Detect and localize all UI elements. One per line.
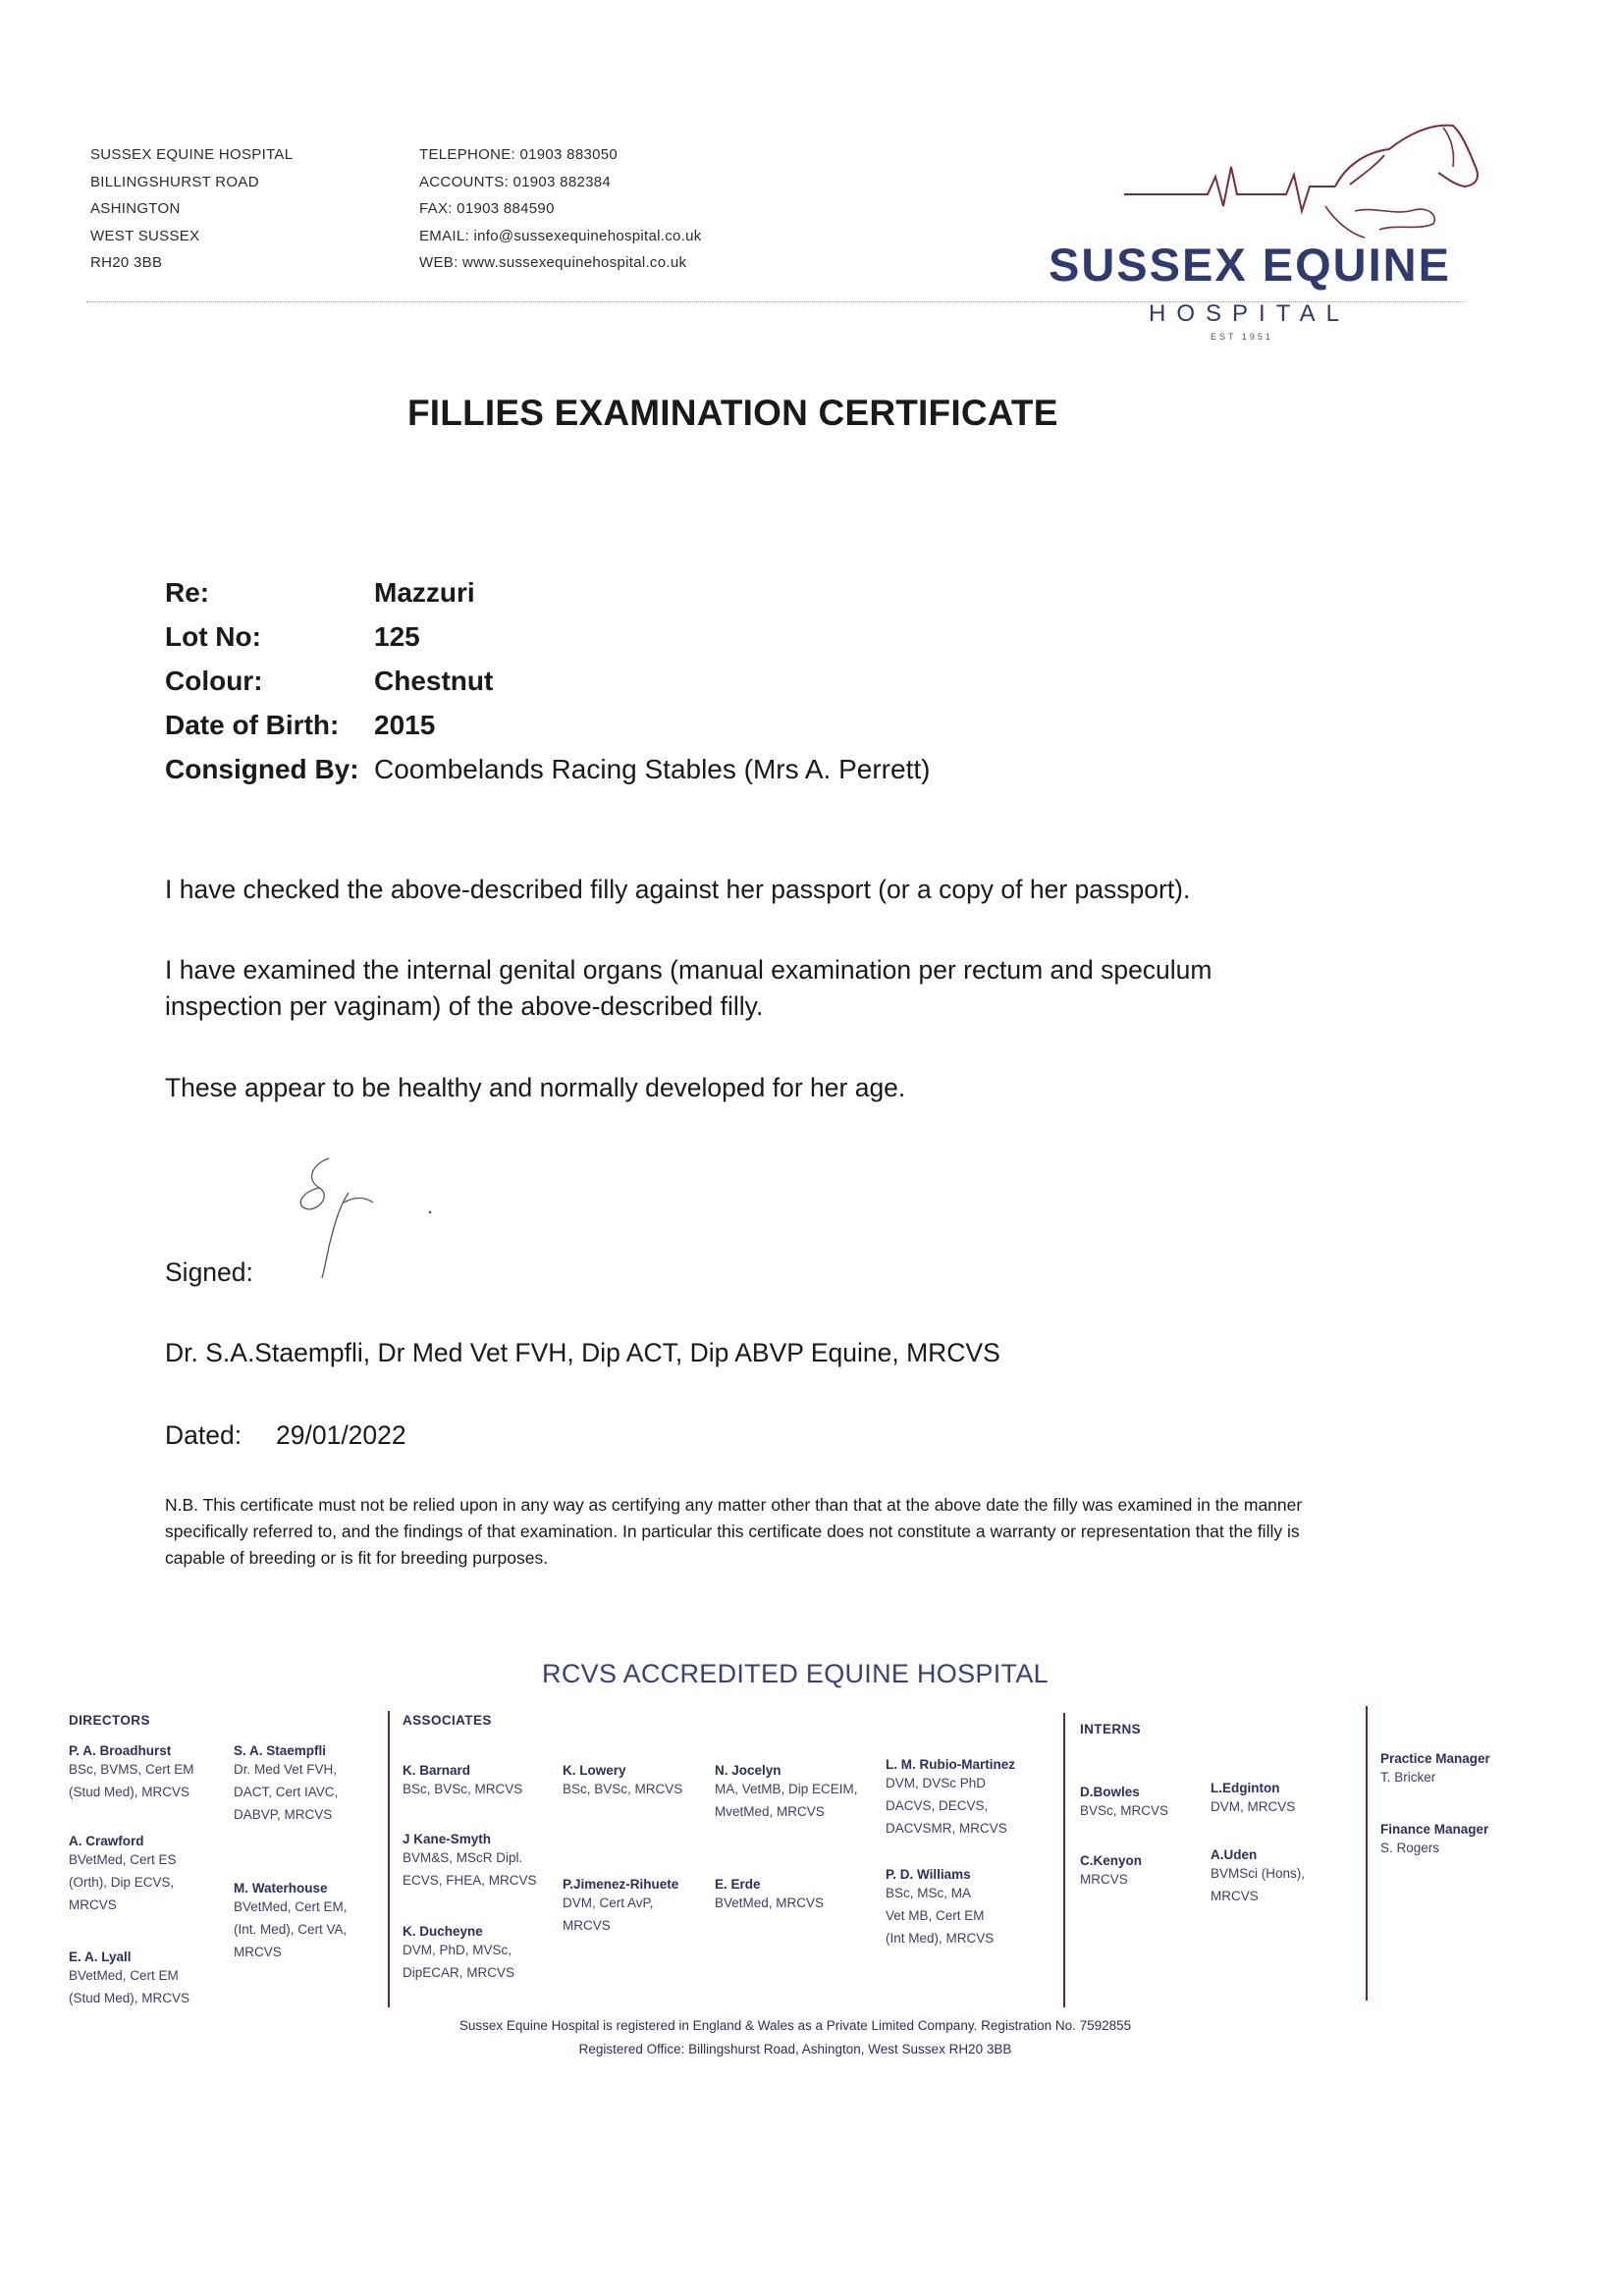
document-title: FILLIES EXAMINATION CERTIFICATE bbox=[407, 393, 1058, 433]
accounts-line: ACCOUNTS: 01903 882384 bbox=[419, 173, 612, 190]
directors-heading: DIRECTORS bbox=[69, 1713, 150, 1728]
field-label-consigned: Consigned By: bbox=[165, 754, 359, 784]
email-line: EMAIL: info@sussexequinehospital.co.uk bbox=[419, 227, 702, 244]
dated-label: Dated: bbox=[165, 1420, 242, 1450]
staff-entry: N. Jocelyn MA, VetMB, Dip ECEIM, MvetMed, MRCVS bbox=[715, 1763, 858, 1819]
hospital-address bbox=[90, 141, 293, 277]
logo-established: EST 1951 bbox=[1211, 332, 1273, 342]
divider-interns-managers bbox=[1366, 1706, 1368, 2001]
field-value-colour: Chestnut bbox=[374, 666, 494, 696]
staff-entry: K. Lowery BSc, BVSc, MRCVS bbox=[563, 1763, 683, 1796]
telephone-line: TELEPHONE: 01903 883050 bbox=[419, 146, 619, 163]
divider-directors-associates bbox=[388, 1711, 390, 2007]
paragraph-findings: These appear to be healthy and normally developed for her age. bbox=[165, 1073, 906, 1102]
interns-heading: INTERNS bbox=[1080, 1722, 1142, 1736]
logo-subtitle: HOSPITAL bbox=[1149, 300, 1350, 327]
logo-wordmark: SUSSEX EQUINE bbox=[1049, 239, 1451, 291]
address-line: ASHINGTON bbox=[90, 200, 181, 217]
staff-entry: Practice Manager T. Bricker bbox=[1380, 1751, 1490, 1785]
staff-entry: E. A. Lyall BVetMed, Cert EM (Stud Med), MRCVS bbox=[69, 1949, 190, 2005]
field-label-re: Re: bbox=[165, 577, 210, 608]
staff-entry: P. A. Broadhurst BSc, BVMS, Cert EM (Stud Med), MRCVS bbox=[69, 1743, 194, 1799]
field-label-lot: Lot No: bbox=[165, 621, 261, 652]
address-line: SUSSEX EQUINE HOSPITAL bbox=[90, 146, 294, 163]
staff-entry: P. D. Williams BSc, MSc, MA Vet MB, Cert EM (Int Med), MRCVS bbox=[886, 1867, 995, 1946]
associates-heading: ASSOCIATES bbox=[403, 1713, 492, 1728]
web-line: WEB: www.sussexequinehospital.co.uk bbox=[419, 254, 687, 271]
staff-entry: C.Kenyon MRCVS bbox=[1080, 1853, 1143, 1887]
staff-entry: Finance Manager S. Rogers bbox=[1380, 1822, 1489, 1855]
staff-entry: E. Erde BVetMed, MRCVS bbox=[715, 1877, 825, 1910]
address-line: WEST SUSSEX bbox=[90, 227, 200, 244]
paragraph-passport: I have checked the above-described filly against her passport (or a copy of her passport). bbox=[165, 875, 1191, 904]
address-line: BILLINGSHURST ROAD bbox=[90, 173, 259, 190]
signature-icon bbox=[285, 1148, 442, 1296]
header-divider bbox=[86, 301, 1463, 302]
staff-entry: L.Edginton DVM, MRCVS bbox=[1211, 1781, 1296, 1814]
registration-note: Sussex Equine Hospital is registered in England & Wales as a Private Limited Company. Registration No. 7592855 bbox=[458, 2018, 1132, 2033]
signatory-name: Dr. S.A.Staempfli, Dr Med Vet FVH, Dip ACT, Dip ABVP Equine, MRCVS bbox=[165, 1338, 1000, 1367]
hospital-contact bbox=[419, 141, 702, 277]
staff-entry: S. A. Staempfli Dr. Med Vet FVH, DACT, Cert IAVC, DABVP, MRCVS bbox=[234, 1743, 339, 1822]
field-value-consigned: Coombelands Racing Stables (Mrs A. Perrett) bbox=[374, 754, 931, 784]
field-value-re: Mazzuri bbox=[374, 577, 475, 608]
staff-entry: K. Barnard BSc, BVSc, MRCVS bbox=[403, 1763, 523, 1796]
disclaimer-note: N.B. This certificate must not be relied upon in any way as certifying any matter other than that at the above date the filly was examined in the manner specifically referred to, and the findings of that examination. In particular this certificate does not constitute a warranty or representation that the filly is capable of breeding or is fit for breeding purposes. bbox=[165, 1495, 1303, 1568]
staff-entry: D.Bowles BVSc, MRCVS bbox=[1080, 1785, 1169, 1818]
signed-label: Signed: bbox=[165, 1257, 253, 1287]
hospital-logo bbox=[1041, 108, 1482, 353]
field-value-dob: 2015 bbox=[374, 710, 436, 740]
staff-entry: M. Waterhouse BVetMed, Cert EM, (Int. Med), Cert VA, MRCVS bbox=[234, 1881, 348, 1959]
staff-entry: A. Crawford BVetMed, Cert ES (Orth), Dip ECVS, MRCVS bbox=[69, 1834, 177, 1912]
field-label-colour: Colour: bbox=[165, 666, 263, 696]
registered-office: Registered Office: Billingshurst Road, Ashington, West Sussex RH20 3BB bbox=[578, 2042, 1012, 2056]
staff-entry: A.Uden BVMSci (Hons), MRCVS bbox=[1211, 1847, 1306, 1903]
address-line: RH20 3BB bbox=[90, 254, 163, 271]
paragraph-examination: I have examined the internal genital organs (manual examination per rectum and speculum inspection per vaginam) of the above-described filly. bbox=[165, 955, 1212, 1021]
staff-entry: P.Jimenez-Rihuete DVM, Cert AvP, MRCVS bbox=[563, 1877, 679, 1933]
staff-entry: J Kane-Smyth BVM&S, MScR Dipl. ECVS, FHEA, MRCVS bbox=[403, 1832, 537, 1888]
divider-associates-interns bbox=[1063, 1713, 1065, 2007]
accreditation-heading: RCVS ACCREDITED EQUINE HOSPITAL bbox=[542, 1659, 1049, 1688]
staff-entry: K. Ducheyne DVM, PhD, MVSc, DipECAR, MRCVS bbox=[403, 1924, 515, 1980]
staff-entry: L. M. Rubio-Martinez DVM, DVSc PhD DACVS, DECVS, DACVSMR, MRCVS bbox=[886, 1757, 1015, 1836]
fax-line: FAX: 01903 884590 bbox=[419, 200, 555, 217]
field-label-dob: Date of Birth: bbox=[165, 710, 340, 740]
dated-value: 29/01/2022 bbox=[276, 1420, 406, 1450]
field-value-lot: 125 bbox=[374, 621, 420, 652]
